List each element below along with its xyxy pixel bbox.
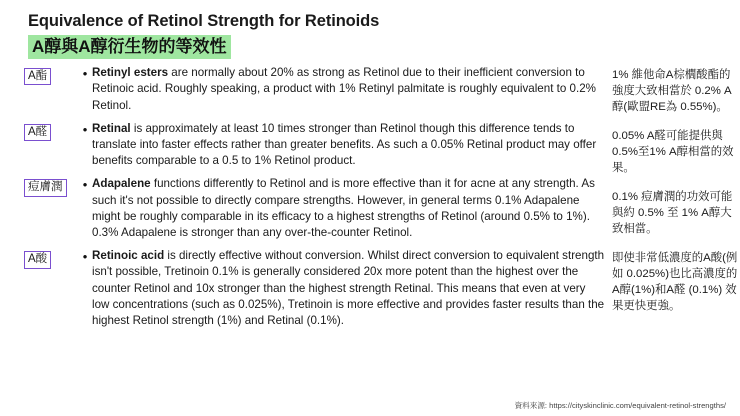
category-tag: A酸 <box>24 251 51 268</box>
list-item-lead: Adapalene <box>92 177 151 191</box>
page-title-chinese: A醇與A醇衍生物的等效性 <box>28 35 231 59</box>
bullet-list <box>14 65 606 336</box>
bullet-marker: • <box>82 121 88 137</box>
list-item-text <box>92 65 606 114</box>
list-item <box>24 176 606 241</box>
list-item-text <box>92 121 606 170</box>
content-body <box>14 65 738 336</box>
page-title-chinese-wrap <box>28 35 726 59</box>
tag-cell <box>24 65 78 85</box>
category-tag: 痘膚潤 <box>24 179 67 196</box>
bullet-marker: • <box>82 177 88 193</box>
bullet-marker: • <box>82 249 88 265</box>
tag-cell <box>24 121 78 141</box>
side-notes <box>606 65 740 327</box>
page-title-english: Equivalence of Retinol Strength for Retinoids <box>28 12 380 30</box>
list-item-lead: Retinal <box>92 121 131 135</box>
side-note: 即使非常低濃度的A酸(例如 0.025%)也比高濃度的A醇(1%)和A醛 (0.1%) 效果更快更強。 <box>612 252 738 313</box>
list-item <box>24 121 606 170</box>
list-item-body: are normally about 20% as strong as Retinol due to their inefficient conversion to Retinoic acid. Roughly speaking, a product with 1% Retinyl palmitate is roughly equivalent to 0.2% Retinol. <box>92 66 596 112</box>
list-item-body: functions differently to Retinol and is more effective than it for acne at any strength. As such it's not possible to directly compare strengths. However, in general terms 0.1% Adapalene might be roughly comparable in its efficacy to a highest strengths of Retinol (around 0.5% to 1%). 0.3% Adapalene is stronger than any over-the-counter Retinol. <box>92 177 595 240</box>
category-tag: A醛 <box>24 124 51 141</box>
side-note: 1% 維他命A棕櫚酸酯的強度大致相當於 0.2% A醇(歐盟RE為 0.55%)。 <box>612 69 732 114</box>
list-item-body: is approximately at least 10 times stronger than Retinol though this difference tends to translate into faster effects rather than greater benefits. As such a 0.05% Retinal product may offer benefits comparable to a 0.5 to 1% Retinol product. <box>92 121 597 168</box>
bullet-marker: • <box>82 66 88 82</box>
category-tag: A酯 <box>24 68 51 85</box>
tag-cell <box>24 248 78 268</box>
side-note: 0.05% A醛可能提供與0.5%至1% A醇相當的效果。 <box>612 130 734 175</box>
list-item-text <box>92 176 606 241</box>
list-item-text <box>92 248 606 329</box>
tag-cell <box>24 176 78 196</box>
list-item-lead: Retinyl esters <box>92 66 169 80</box>
list-item <box>24 65 606 114</box>
list-item-lead: Retinoic acid <box>92 249 165 263</box>
source-citation: 資料來源: https://cityskinclinic.com/equivalent-retinol-strengths/ <box>514 401 726 410</box>
list-item <box>24 248 606 329</box>
list-item-body: is directly effective without conversion. Whilst direct conversion to equivalent strength isn't possible, Tretinoin 0.1% is generally considered 20x more potent than the highest over the counter Retinol and 10x stronger than the highest strength Retinal. This means that even at very low concentrations (such as 0.025%), Tretinoin is more effective and provides faster results than the highest Retinol strength (1%) and Retinal (0.1%). <box>92 249 605 328</box>
side-note: 0.1% 痘膚潤的功效可能與約 0.5% 至 1% A醇大致相當。 <box>612 191 733 236</box>
